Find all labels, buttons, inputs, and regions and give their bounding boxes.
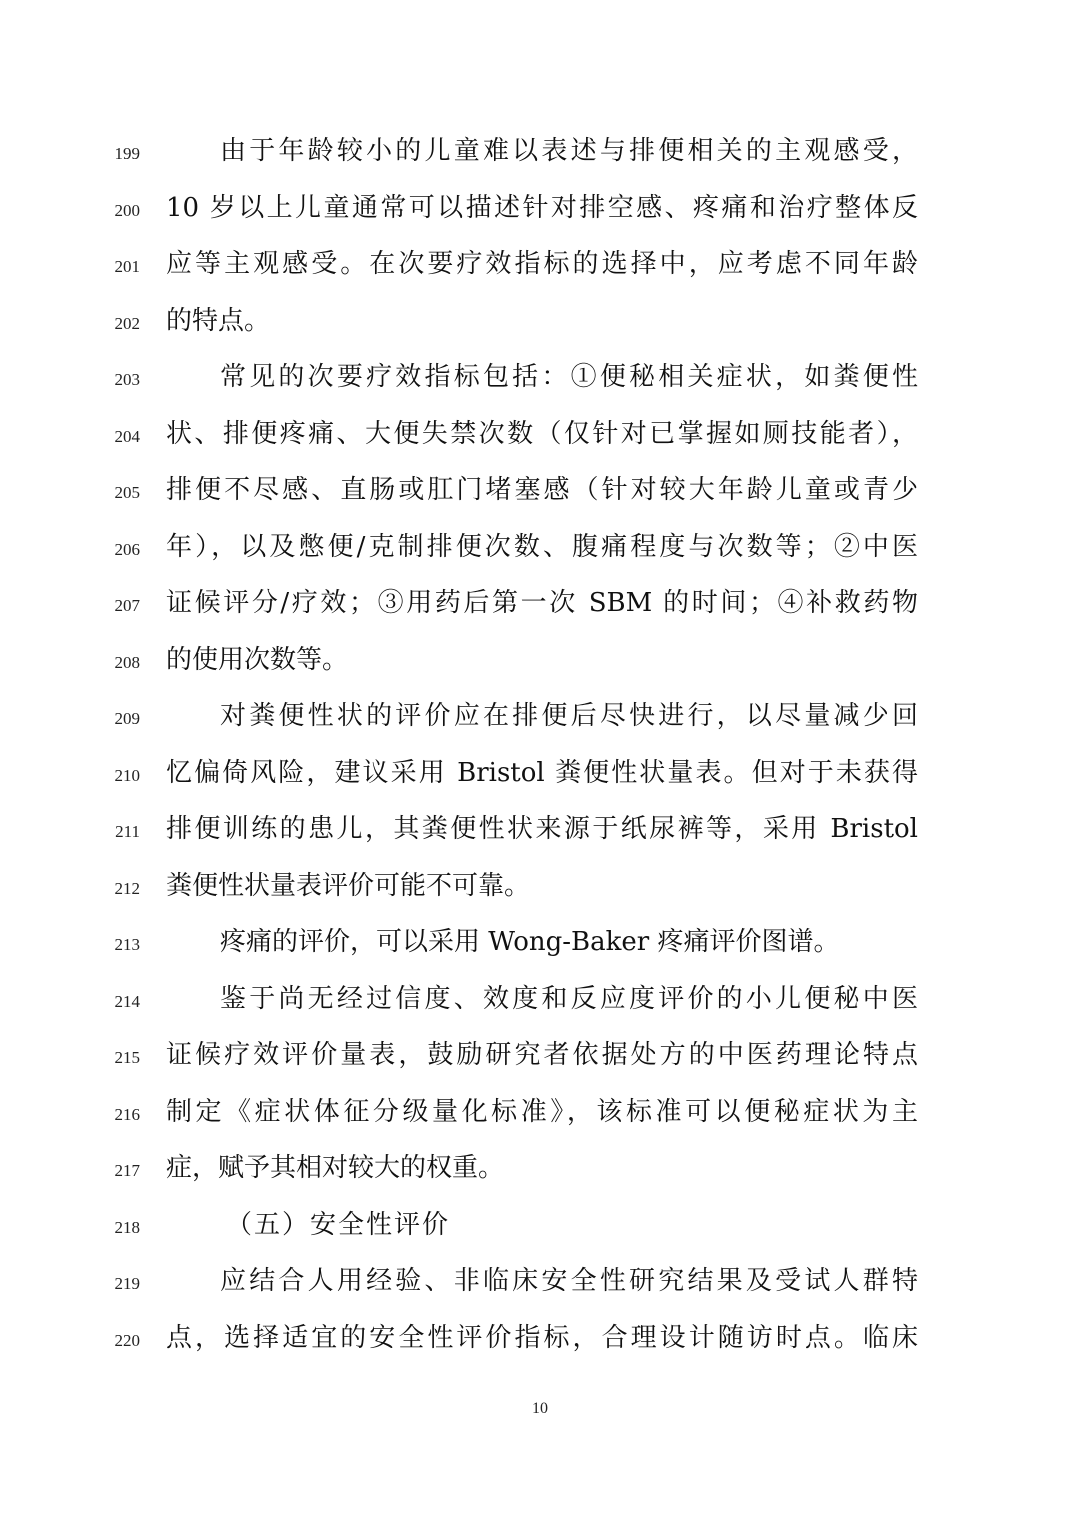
- line-number: 207: [114, 596, 140, 615]
- text-line: [0, 1205, 1080, 1245]
- line-number: 210: [114, 766, 140, 785]
- text-line: [0, 753, 1080, 793]
- text-line: [0, 696, 1080, 736]
- line-text: 排便训练的患儿，其粪便性状来源于纸尿裤等，采用 Bristol: [166, 814, 918, 844]
- text-line: [0, 527, 1080, 567]
- line-number: 204: [114, 427, 140, 446]
- text-line: [0, 1035, 1080, 1075]
- line-text: 对粪便性状的评价应在排便后尽快进行，以尽量减少回: [220, 701, 918, 731]
- text-line: [0, 640, 1080, 680]
- line-number: 220: [114, 1331, 140, 1350]
- line-number: 216: [114, 1105, 140, 1124]
- text-line: [0, 131, 1080, 171]
- line-text: 点，选择适宜的安全性评价指标，合理设计随访时点。临床: [166, 1323, 918, 1353]
- line-number: 199: [114, 144, 140, 163]
- line-text: 由于年龄较小的儿童难以表述与排便相关的主观感受，: [220, 136, 918, 166]
- line-number: 212: [114, 879, 140, 898]
- line-text: 应等主观感受。在次要疗效指标的选择中，应考虑不同年龄: [166, 249, 918, 279]
- line-text: 制定《症状体征分级量化标准》，该标准可以便秘症状为主: [166, 1097, 918, 1127]
- line-text: 应结合人用经验、非临床安全性研究结果及受试人群特: [220, 1266, 918, 1296]
- page-number: 10: [532, 1400, 548, 1417]
- line-text: 症，赋予其相对较大的权重。: [166, 1153, 505, 1183]
- section-heading: （五）安全性评价: [226, 1210, 451, 1240]
- line-number: 202: [114, 314, 140, 333]
- line-number: 211: [115, 822, 140, 841]
- line-number: 200: [114, 201, 140, 220]
- text-line: [0, 1318, 1080, 1358]
- line-text: 证候疗效评价量表，鼓励研究者依据处方的中医药理论特点: [166, 1040, 918, 1070]
- text-line: [0, 922, 1080, 962]
- line-number: 206: [114, 540, 140, 559]
- text-line: [0, 1261, 1080, 1301]
- line-text: 10 岁以上儿童通常可以描述针对排空感、疼痛和治疗整体反: [166, 193, 918, 223]
- line-number: 215: [114, 1048, 140, 1067]
- line-number: 201: [114, 257, 140, 276]
- line-text: 排便不尽感、直肠或肛门堵塞感（针对较大年龄儿童或青少: [166, 475, 918, 505]
- text-line: [0, 866, 1080, 906]
- line-text: 状、排便疼痛、大便失禁次数（仅针对已掌握如厕技能者），: [166, 419, 918, 449]
- text-line: [0, 188, 1080, 228]
- line-text: 的特点。: [166, 306, 271, 336]
- line-text: 年），以及憋便/克制排便次数、腹痛程度与次数等；②中医: [166, 532, 918, 562]
- text-line: [0, 1148, 1080, 1188]
- line-number: 209: [114, 709, 140, 728]
- text-line: [0, 470, 1080, 510]
- line-number: 205: [114, 483, 140, 502]
- text-line: [0, 583, 1080, 623]
- line-number: 203: [114, 370, 140, 389]
- line-number: 218: [114, 1218, 140, 1237]
- line-text: 粪便性状量表评价可能不可靠。: [166, 871, 531, 901]
- line-number: 213: [114, 935, 140, 954]
- line-number: 217: [114, 1161, 140, 1180]
- line-number: 219: [114, 1274, 140, 1293]
- line-text: 忆偏倚风险，建议采用 Bristol 粪便性状量表。但对于未获得: [166, 758, 918, 788]
- text-line: [0, 414, 1080, 454]
- line-number: 208: [114, 653, 140, 672]
- text-line: [0, 301, 1080, 341]
- line-text: 的使用次数等。: [166, 645, 349, 675]
- line-text: 常见的次要疗效指标包括：①便秘相关症状，如粪便性: [220, 362, 918, 392]
- line-number: 214: [114, 992, 140, 1011]
- text-line: [0, 357, 1080, 397]
- line-text: 鉴于尚无经过信度、效度和反应度评价的小儿便秘中医: [220, 984, 918, 1014]
- text-line: [0, 1092, 1080, 1132]
- line-text: 疼痛的评价，可以采用 Wong-Baker 疼痛评价图谱。: [220, 927, 840, 957]
- line-text: 证候评分/疗效；③用药后第一次 SBM 的时间；④补救药物: [166, 588, 918, 618]
- text-line: [0, 244, 1080, 284]
- text-line: [0, 979, 1080, 1019]
- text-line: [0, 809, 1080, 849]
